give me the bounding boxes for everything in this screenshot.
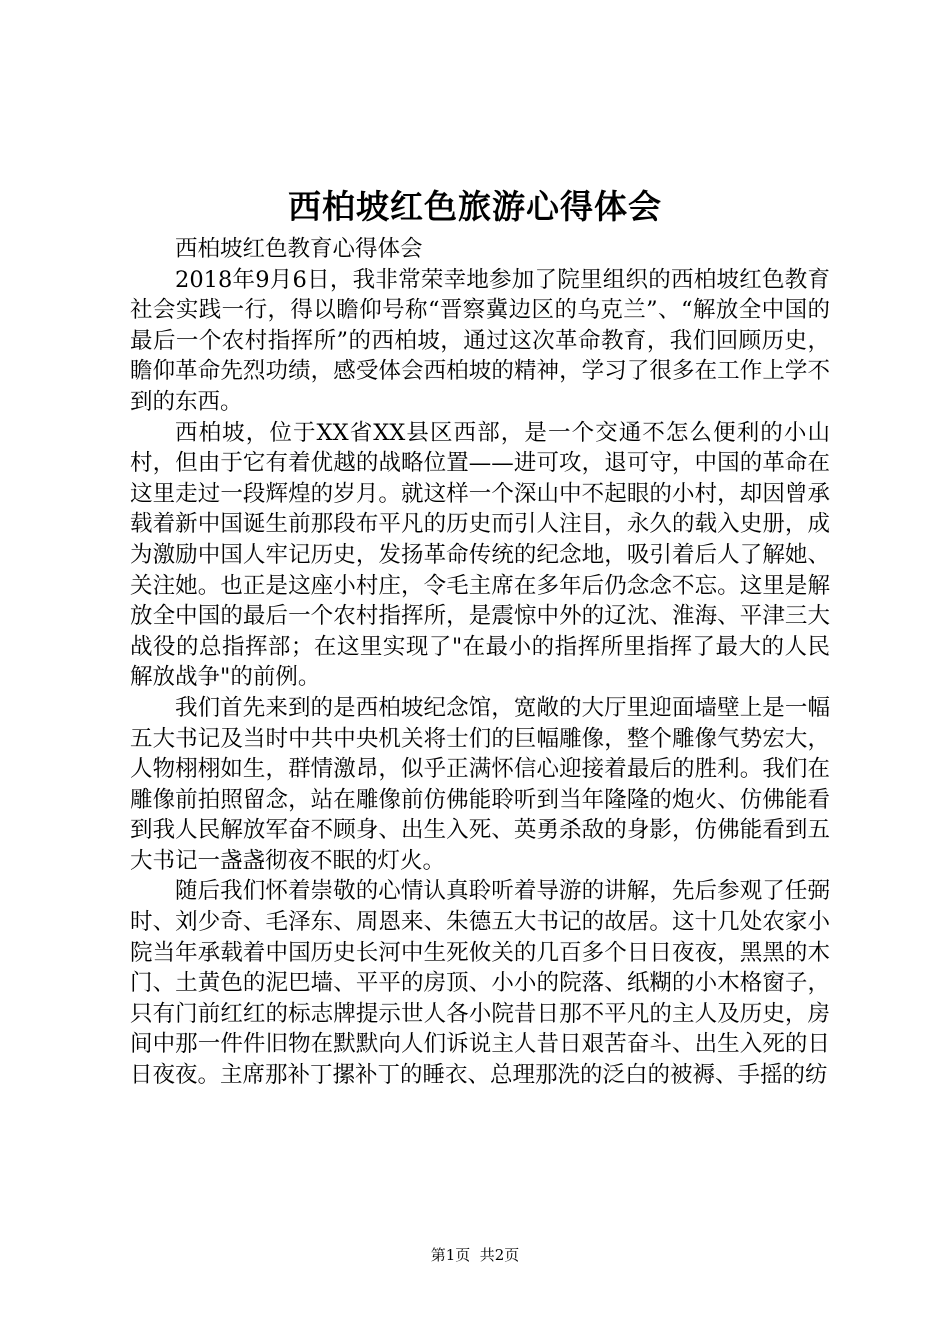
paragraph-4: 随后我们怀着崇敬的心情认真聆听着导游的讲解，先后参观了任弼时、刘少奇、毛泽东、周恩来、朱德五大书记的故居。这十几处农家小院当年承载着中国历史长河中生死攸关的几百多个日日夜夜，黑黑的木门、土黄色的泥巴墙、平平的房顶、小小的院落、纸糊的小木格窗子，只有门前红红的标志牌提示世人各小院昔日那不平凡的主人及历史，房间中那一件件旧物在默默向人们诉说主人昔日艰苦奋斗、出生入死的日日夜夜。主席那补丁摞补丁的睡衣、总理那洗的泛白的被褥、手摇的纺 bbox=[130, 878, 830, 1089]
page-footer bbox=[0, 1244, 950, 1266]
paragraph-3: 我们首先来到的是西柏坡纪念馆，宽敞的大厅里迎面墙壁上是一幅五大书记及当时中共中央机关将士们的巨幅雕像，整个雕像气势宏大，人物栩栩如生，群情激昂，似乎正满怀信心迎接着最后的胜利。我们在雕像前拍照留念，站在雕像前仿佛能聆听到当年隆隆的炮火、仿佛能看到我人民解放军奋不顾身、出生入死、英勇杀敌的身影，仿佛能看到五大书记一盏盏彻夜不眠的灯火。 bbox=[130, 694, 830, 874]
page-number-label: 第1页 共2页 bbox=[430, 1246, 520, 1264]
paragraph-1: 2018年9月6日，我非常荣幸地参加了院里组织的西柏坡红色教育社会实践一行，得以瞻仰号称“晋察冀边区的乌克兰”、“解放全中国的最后一个农村指挥所”的西柏坡，通过这次革命教育，我们回顾历史，瞻仰革命先烈功绩，感受体会西柏坡的精神，学习了很多在工作上学不到的东西。 bbox=[130, 266, 830, 415]
document-title: 西柏坡红色旅游心得体会 bbox=[288, 187, 662, 226]
document-subtitle: 西柏坡红色教育心得体会 bbox=[175, 236, 423, 262]
paragraph-2: 西柏坡，位于XX省XX县区西部，是一个交通不怎么便利的小山村，但由于它有着优越的战略位置——进可攻，退可守，中国的革命在这里走过一段辉煌的岁月。就这样一个深山中不起眼的小村，却因曾承载着新中国诞生前那段布平凡的历史而引人注目，永久的载入史册，成为激励中国人牢记历史，发扬革命传统的纪念地，吸引着后人了解她、关注她。也正是这座小村庄，令毛主席在多年后仍念念不忘。这里是解放全中国的最后一个农村指挥所，是震惊中外的辽沈、淮海、平津三大战役的总指挥部；在这里实现了"在最小的指挥所里指挥了最大的人民解放战争"的前例。 bbox=[130, 419, 830, 691]
document-body bbox=[130, 234, 830, 1091]
